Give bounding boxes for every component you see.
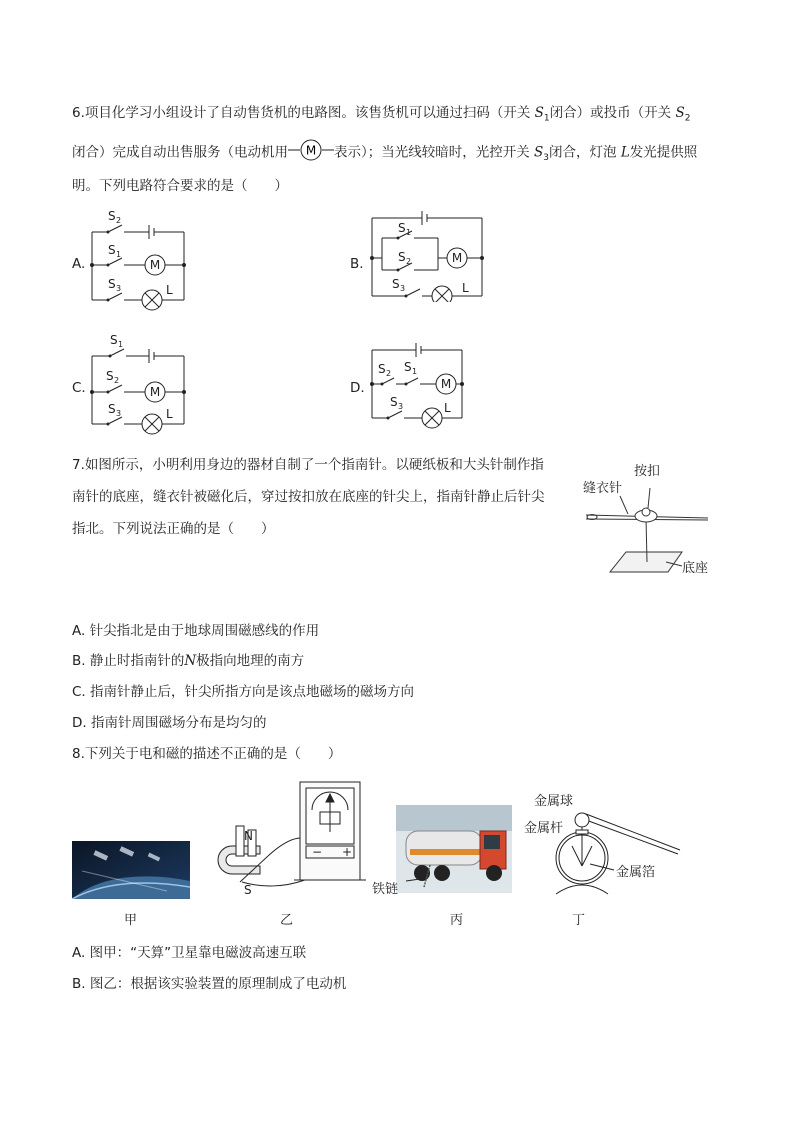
svg-text:3: 3 [398,402,404,411]
galvanometer-experiment-figure [202,774,368,902]
svg-text:S: S [398,221,406,235]
svg-text:1: 1 [412,367,418,376]
svg-text:金属球: 金属球 [534,794,574,809]
svg-text:3: 3 [400,284,406,293]
svg-text:金属杆: 金属杆 [524,821,564,836]
svg-text:1: 1 [118,340,124,349]
q7-stem-line2: 南针的底座，缝衣针被磁化后，穿过按扣放在底座的针尖上，指南针静止后针尖 [72,489,545,505]
svg-text:2: 2 [406,257,412,266]
svg-text:3: 3 [116,409,122,418]
svg-text:S: S [398,250,406,264]
q6-stem-line1: 6.项目化学习小组设计了自动售货机的电路图。该售货机可以通过扫码（开关 $S_1$闭合）或投币（开关 $S_2$ [72,105,691,124]
q6-option-a-label[interactable]: A. [72,256,86,272]
svg-text:按扣: 按扣 [634,464,661,479]
svg-text:L: L [166,407,173,421]
svg-text:1: 1 [116,250,122,259]
svg-text:1: 1 [406,228,412,237]
circuit-c-diagram [86,332,190,436]
svg-text:底座: 底座 [682,561,709,576]
tanker-truck-image [370,801,512,899]
svg-text:M: M [451,251,463,265]
svg-text:M: M [305,143,317,158]
svg-text:M: M [149,385,161,399]
svg-text:M: M [440,377,452,391]
caption-yi: 乙 [280,913,294,928]
svg-text:L: L [166,283,173,297]
q8-option-a[interactable]: A. 图甲：“天算”卫星靠电磁波高速互联 [72,945,307,961]
svg-text:S: S [108,243,116,257]
q7-stem-line1: 7.如图所示，小明利用身边的器材自制了一个指南针。以硬纸板和大头针制作指 [72,457,544,473]
svg-text:金属箔: 金属箔 [616,865,656,880]
caption-ding: 丁 [572,913,586,928]
caption-bing: 丙 [450,913,464,928]
q6-stem-line2: 闭合）完成自动出售服务（电动机用 M 表示）；当光线较暗时，光控开关 $S_3$闭合，灯泡 L发光提供照 [72,139,697,167]
svg-text:L: L [444,401,451,415]
svg-text:S: S [390,395,398,409]
q7-option-d[interactable]: D. 指南针周围磁场分布是均匀的 [72,715,267,731]
caption-jia: 甲 [124,913,138,928]
svg-text:M: M [149,258,161,272]
circuit-d-diagram [366,340,470,432]
svg-text:S: S [110,333,118,347]
svg-text:3: 3 [116,284,122,293]
q6-option-d-label[interactable]: D. [350,380,365,396]
electroscope-figure [520,790,684,900]
circuit-a-diagram [86,208,190,312]
svg-text:缝衣针: 缝衣针 [583,481,623,496]
svg-text:N: N [244,829,253,843]
svg-text:2: 2 [116,216,122,225]
q6-option-c-label[interactable]: C. [72,380,86,396]
q7-stem-line3: 指北。下列说法正确的是（ ） [72,521,275,537]
circuit-b-diagram [366,208,490,302]
svg-text:S: S [404,360,412,374]
q6-option-b-label[interactable]: B. [350,256,364,272]
q7-option-b[interactable]: B. 静止时指南针的N极指向地理的南方 [72,653,305,669]
q7-option-a[interactable]: A. 针尖指北是由于地球周围磁感线的作用 [72,623,320,639]
q8-stem: 8.下列关于电和磁的描述不正确的是（ ） [72,746,342,762]
svg-text:−: − [312,845,323,859]
svg-text:铁链: 铁链 [372,882,399,897]
svg-text:S: S [108,209,116,223]
svg-text:S: S [244,883,252,897]
svg-text:2: 2 [386,369,392,378]
svg-text:S: S [392,277,400,291]
motor-symbol-inline [288,139,334,166]
svg-text:S: S [106,369,114,383]
satellite-earth-image [72,841,190,899]
q7-option-c[interactable]: C. 指南针静止后，针尖所指方向是该点地磁场的磁场方向 [72,684,415,700]
compass-needle-figure [580,458,714,580]
svg-text:2: 2 [114,376,120,385]
svg-text:S: S [378,362,386,376]
svg-text:S: S [108,277,116,291]
q6-stem-line3: 明。下列电路符合要求的是（ ） [72,178,288,194]
q8-option-b[interactable]: B. 图乙：根据该实验装置的原理制成了电动机 [72,976,347,992]
svg-text:+: + [342,845,353,859]
svg-text:S: S [108,402,116,416]
svg-text:L: L [462,281,469,295]
